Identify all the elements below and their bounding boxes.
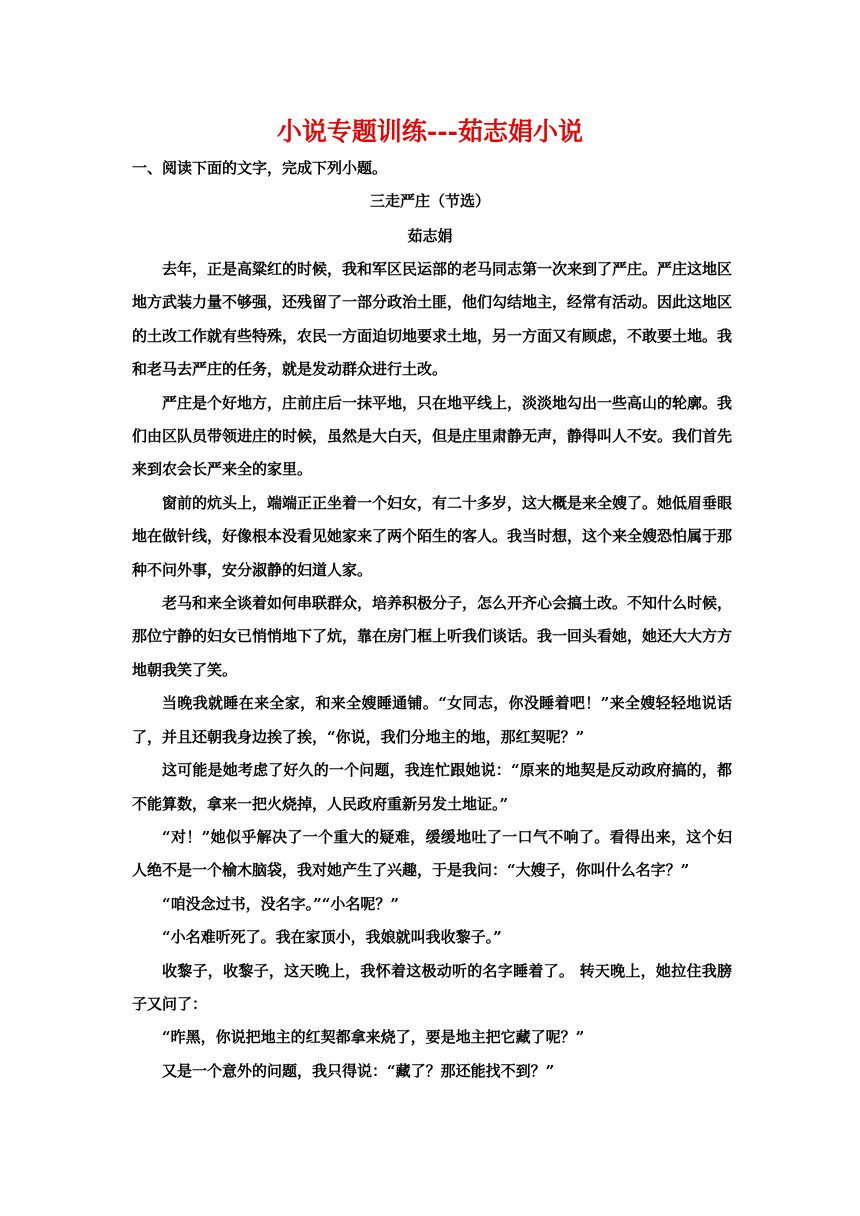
paragraph: 窗前的炕头上，端端正正坐着一个妇女，有二十多岁，这大概是来全嫂了。她低眉垂眼地在做针线，好像根本没看见她家来了两个陌生的客人。我当时想，这个来全嫂恐怕属于那种不问外事，安分淑静的妇道人家。 [132, 493, 733, 579]
paragraph: 收黎子，收黎子，这天晚上，我怀着这极动听的名字睡着了。 转天晚上，她拉住我膀子又问了： [132, 961, 732, 1013]
paragraph: “昨黑，你说把地主的红契都拿来烧了，要是地主把它藏了呢？” [162, 1028, 585, 1047]
story-author: 茹志娟 [407, 227, 453, 245]
paragraph: 这可能是她考虑了好久的一个问题，我连忙跟她说：“原来的地契是反动政府搞的，都不能算数，拿来一把火烧掉，人民政府重新另发土地证。” [132, 761, 732, 813]
paragraph: “对！”她似乎解决了一个重大的疑难，缓缓地吐了一口气不响了。看得出来，这个妇人绝不是一个榆木脑袋，我对她产生了兴趣，于是我问：“大嫂子，你叫什么名字？” [132, 827, 732, 880]
paragraph: 严庄是个好地方，庄前庄后一抹平地，只在地平线上，淡淡地勾出一些高山的轮廓。我们由区队员带领进庄的时候，虽然是大白天，但是庄里肃静无声，静得叫人不安。我们首先来到农会长严来全的家里。 [132, 393, 733, 479]
question-instruction: 一、阅读下面的文字，完成下列小题。 [132, 159, 388, 177]
paragraph: “咱没念过书，没名字。”“小名呢？” [162, 894, 400, 913]
paragraph: 老马和来全谈着如何串联群众，培养积极分子，怎么开齐心会搞土改。不知什么时候，那位宁静的妇女已悄悄地下了炕，靠在房门框上听我们谈话。我一回头看她，她还大大方方地朝我笑了笑。 [132, 594, 733, 679]
paragraph: 去年，正是高粱红的时候，我和军区民运部的老马同志第一次来到了严庄。严庄这地区地方武装力量不够强，还残留了一部分政治土匪，他们勾结地主，经常有活动。因此这地区的土改工作就有些特殊，农民一方面迫切地要求土地，另一方面又有顾虑，不敢要土地。我和老马去严庄的任务，就是发动群众进行土改。 [132, 260, 733, 379]
document-title: 小说专题训练---茹志娟小说 [276, 117, 584, 146]
story-title: 三走严庄（节选） [369, 192, 490, 210]
paragraph: “小名难听死了。我在家顶小，我娘就叫我收黎子。” [162, 928, 502, 947]
paragraph: 当晚我就睡在来全家，和来全嫂睡通铺。“女同志，你没睡着吧！”来全嫂轻轻地说话了，并且还朝我身边挨了挨，“你说，我们分地主的地，那红契呢？” [132, 694, 732, 746]
story-body [132, 253, 732, 1088]
paragraph: 又是一个意外的问题，我只得说：“藏了？那还能找不到？” [162, 1061, 555, 1080]
